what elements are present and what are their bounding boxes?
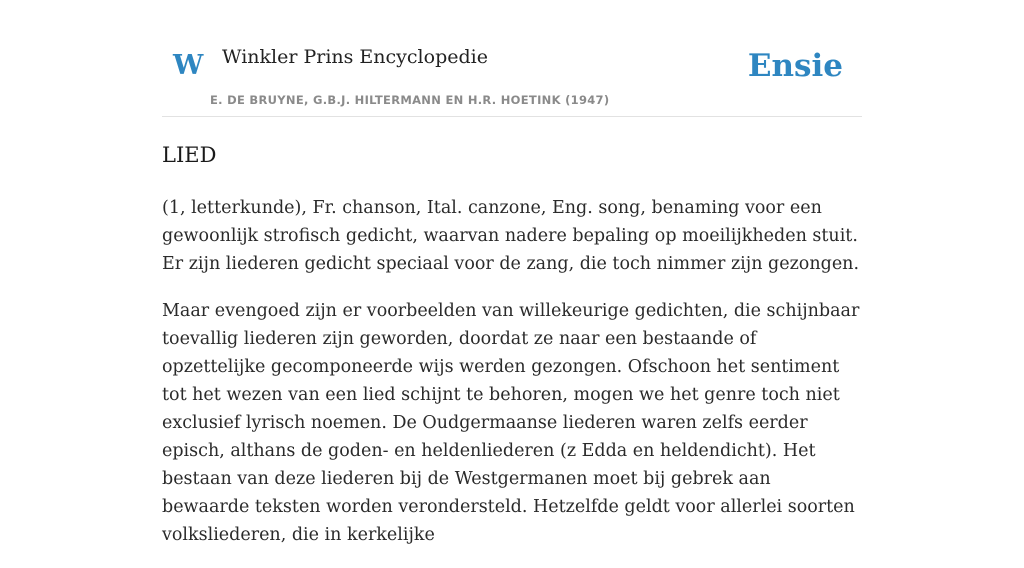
site-header [162, 0, 862, 117]
publication-title[interactable]: Winkler Prins Encyclopedie [222, 46, 488, 68]
article [162, 140, 862, 568]
article-headword: LIED [162, 143, 217, 167]
article-paragraph: Maar evengoed zijn er voorbeelden van willekeurige gedichten, die schijnbaar toevallig liederen zijn geworden, doordat ze naar een bestaande of opzettelijke gecomponeerde wijs werden gezongen. Ofschoon het sentiment tot het wezen van een lied schijnt te behoren, mogen we het genre toch niet exclusief lyrisch noemen. De Oudgermaanse liederen waren zelfs eerder episch, althans de goden- en heldenliederen (z Edda en heldendicht). Het bestaan van deze liederen bij de Westgermanen moet bij gebrek aan bewaarde teksten worden verondersteld. Hetzelfde geldt voor allerlei soorten volksliederen, die in kerkelijke [162, 301, 860, 545]
article-paragraph: (1, letterkunde), Fr. chanson, Ital. canzone, Eng. song, benaming voor een gewoonlijk strofisch gedicht, waarvan nadere bepaling op moeilijkheden stuit. Er zijn liederen gedicht speciaal voor de zang, die toch nimmer zijn gezongen. [162, 198, 860, 274]
winkler-prins-logo[interactable]: W [173, 50, 204, 81]
publication-authors: E. DE BRUYNE, G.B.J. HILTERMANN EN H.R. HOETINK (1947) [210, 93, 610, 107]
ensie-brand-logo[interactable]: Ensie [747, 48, 843, 84]
